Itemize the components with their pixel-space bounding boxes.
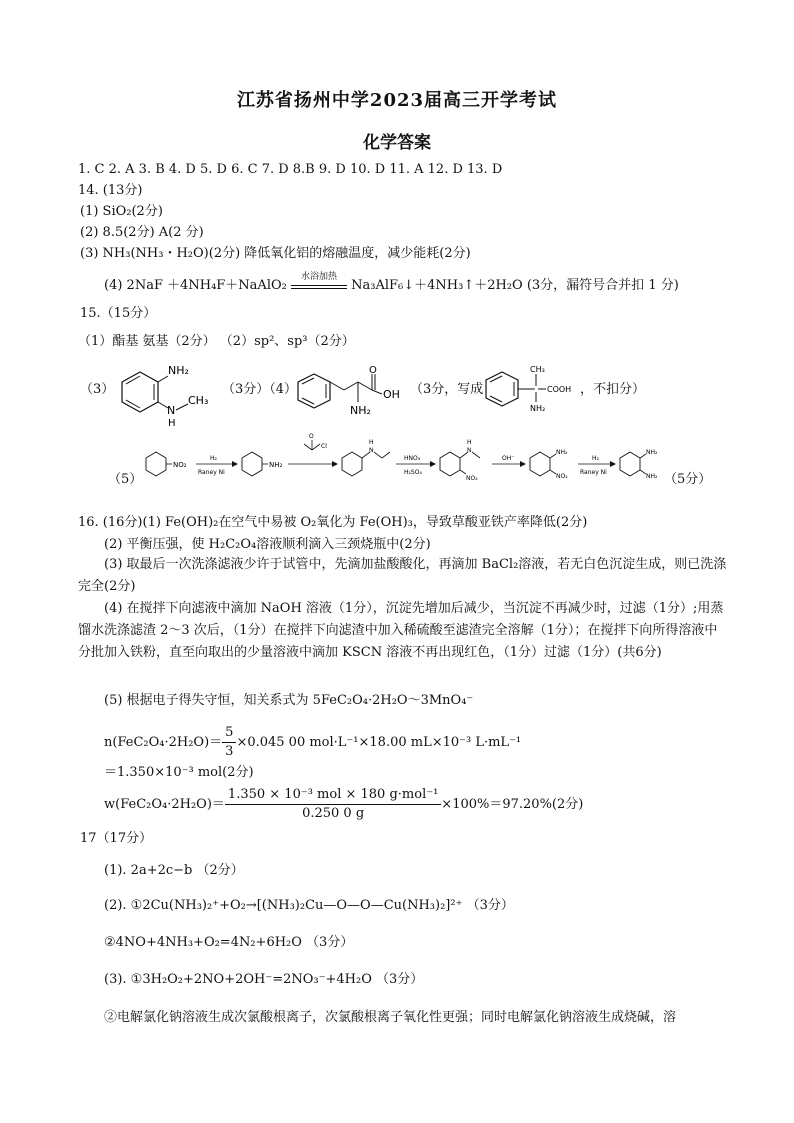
mass-fraction [225, 786, 441, 823]
nitro-amide-no2-label: NO₂ [466, 475, 478, 482]
c-dot-label: · [533, 385, 536, 394]
q16-line8 [104, 786, 583, 823]
o-label: O [369, 365, 377, 376]
q14-line4-reactants: (4) 2NaF ＋4NH₄F＋NaAlO₂ [104, 278, 287, 293]
nitro-label: NO₂ [173, 461, 187, 469]
fraction-5-3 [222, 724, 236, 761]
diamine-nh2-top-label: NH₂ [646, 449, 658, 456]
nh2-small-label: NH₂ [530, 404, 546, 413]
q16-line5: (5) 根据电子得失守恒，知关系式为 5FeC₂O₄·2H₂O～3MnO₄⁻ [104, 693, 474, 708]
synthesis-route [140, 430, 700, 486]
amino-label: NH₂ [269, 461, 283, 469]
page-subtitle: 化学答案 [363, 133, 431, 153]
oh-label: OH [383, 388, 400, 401]
arrow5-top: H₂ [592, 455, 599, 462]
q14-line4 [104, 272, 679, 295]
q15-part3-score: （3分）（4） [222, 382, 298, 397]
q16-line8-rhs: ×100%＝97.20%(2分) [441, 797, 584, 812]
q17-line5: ②电解氯化钠溶液生成次氯酸根离子，次氯酸根离子氧化性更强；同时电解氯化钠溶液生成烧碱，溶 [104, 1010, 677, 1025]
q14-header: 14. (13分) [78, 183, 143, 198]
mass-fraction-denominator: 0.250 0 g [302, 806, 365, 821]
nitroaniline-nh2-label: NH₂ [556, 449, 568, 456]
cooh-label: COOH [547, 385, 572, 394]
arrow3-bottom: H₂SO₄ [404, 469, 422, 476]
ch3-label: CH₃ [188, 394, 209, 407]
q15-line1: （1）酯基 氨基（2分） （2）sp²、sp³（2分） [78, 334, 355, 349]
fraction-numerator: 5 [222, 724, 236, 743]
q15-part5-score: （5分） [664, 472, 712, 487]
fraction-denominator: 3 [225, 744, 234, 759]
q16-line3: (3) 取最后一次洗涤滤液少许于试管中，先滴加盐酸酸化，再滴加 BaCl₂溶液，若无白色沉淀生成，则已洗涤完全(2分) [78, 557, 727, 594]
q15-header: 15.（15分） [80, 306, 157, 321]
q16-line7: ＝1.350×10⁻³ mol(2分) [104, 765, 254, 780]
mc-answers: 1. C 2. A 3. B 4. D 5. D 6. C 7. D 8.B 9. D 10. D 11. A 12. D 13. D [78, 162, 503, 177]
n-label: N [167, 404, 176, 417]
amide-h-label: H [369, 439, 374, 446]
arrow4-top: OH⁻ [502, 455, 515, 462]
q16-line8-lhs: w(FeC₂O₄·2H₂O)＝ [104, 797, 225, 812]
amide-n-label: N [369, 447, 374, 454]
structure-q15-3 [110, 360, 220, 430]
q15-part5-label: （5） [108, 472, 143, 487]
q15-part3-label: （3） [80, 382, 115, 397]
q16-line2: (2) 平衡压强，使 H₂C₂O₄溶液顺利滴入三颈烧瓶中(2分) [104, 537, 431, 552]
q15-part4-note: （3分，写成 [410, 382, 484, 397]
structure-q15-4-alt [484, 362, 580, 416]
q14-condition: 水浴加热 [300, 272, 337, 282]
q17-line3: ②4NO+4NH₃+O₂=4N₂+6H₂O （3分） [104, 935, 354, 950]
page-title: 江苏省扬州中学2023届高三开学考试 [236, 90, 558, 111]
arrow3-top: HNO₃ [404, 455, 421, 462]
diamine-nh2-bottom-label: NH₂ [646, 473, 658, 480]
q15-part4-tail: ，不扣分） [580, 382, 646, 397]
q16-line6 [104, 724, 521, 761]
mass-fraction-numerator: 1.350 × 10⁻³ mol × 180 g·mol⁻¹ [225, 786, 441, 805]
nh2-label: NH₂ [350, 404, 371, 417]
q16-line6-lhs: n(FeC₂O₄·2H₂O)＝ [104, 735, 223, 750]
q16-line4: (4) 在搅拌下向滤液中滴加 NaOH 溶液（1分），沉淀先增加后减少，当沉淀不再减少时，过滤（1分）;用蒸馏水洗涤滤渣 2～3 次后，（1分）在搅拌下向滤渣中加入稀硫酸至滤渣完全溶解（1分）；在搅拌下向所得溶液中分批加入铁粉，直至向取出的少量溶液中滴加 KSCN 溶液不再出现红色，（1分）过滤（1分）(共6分) [78, 601, 724, 660]
q14-line2: (2) 8.5(2分) A(2 分) [80, 225, 204, 240]
q16-line6-rhs: ×0.045 00 mol·L⁻¹×18.00 mL×10⁻³ L·mL⁻¹ [236, 735, 522, 750]
q14-line4-products: Na₃AlF₆↓＋4NH₃↑＋2H₂O (3分，漏符号合并扣 1 分) [351, 278, 679, 293]
q17-header: 17（17分） [80, 831, 153, 846]
q14-line1: (1) SiO₂(2分) [80, 204, 163, 219]
nh2-label: NH₂ [168, 364, 189, 377]
q16-line1: 16. (16分)(1) Fe(OH)₂在空气中易被 O₂氧化为 Fe(OH)₃，导致草酸亚铁产率降低(2分) [78, 515, 588, 530]
q17-line2: (2). ①2Cu(NH₃)₂⁺+O₂→[(NH₃)₂Cu—O—O—Cu(NH₃)₂]²⁺ （3分） [104, 898, 514, 913]
structure-q15-4 [296, 364, 408, 422]
q14-line3: (3) NH₃(NH₃・H₂O)(2分) 降低氧化铝的熔融温度，减少能耗(2分) [80, 246, 471, 261]
h-label: H [168, 418, 176, 429]
q17-line4: (3). ①3H₂O₂+2NO+2OH⁻=2NO₃⁻+4H₂O （3分） [104, 972, 424, 987]
nitro-amide-h-label: H [467, 439, 472, 446]
acetyl-cl-label: Cl [321, 443, 327, 450]
q17-line1: (1). 2a+2c−b （2分） [104, 863, 244, 878]
ch3-small-label: CH₃ [530, 365, 545, 374]
arrow1-top: H₂ [210, 455, 217, 462]
reaction-condition-arrow [291, 272, 347, 289]
acetyl-o-label: O [309, 433, 314, 440]
nitro-amide-n-label: N [467, 447, 472, 454]
nitroaniline-no2-label: NO₂ [556, 473, 568, 480]
arrow1-bottom: Raney Ni [198, 469, 225, 476]
arrow5-bottom: Raney Ni [580, 469, 607, 476]
